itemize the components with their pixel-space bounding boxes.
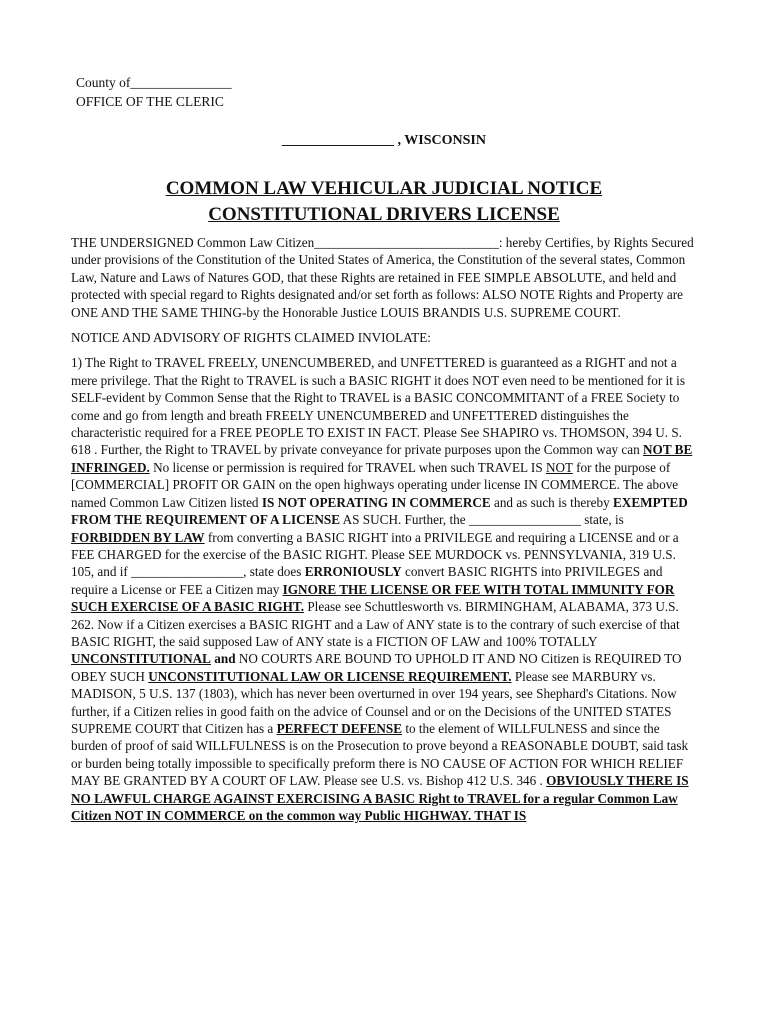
paragraph bbox=[71, 354, 697, 824]
emphasized-text: NOT bbox=[545, 459, 573, 475]
paragraph-text: for the purpose of [COMMERCIAL] PROFIT OR GAIN on the open highways operating under license IN COMMERCE. The above named Common Law Citizen listed bbox=[71, 459, 679, 510]
document-body bbox=[71, 234, 697, 832]
paragraph-text: Please see Schuttlesworth vs. BIRMINGHAM, ALABAMA, 373 U.S. 262. Now if a Citizen exercises a BASIC RIGHT and a Law of ANY state is to the contrary of such exercise of that BASIC RIGHT, the said supposed Law of ANY state is a FICTION OF LAW and 100% TOTALLY bbox=[71, 599, 680, 649]
paragraph-text: AS SUCH. Further, the _________________ state, is bbox=[340, 512, 624, 528]
office-line: OFFICE OF THE CLERIC bbox=[76, 94, 224, 109]
emphasized-text: and bbox=[214, 651, 236, 667]
title-line-1: COMMON LAW VEHICULAR JUDICIAL NOTICE bbox=[165, 178, 603, 199]
emphasized-text: UNCONSTITUTIONAL bbox=[71, 651, 211, 667]
paragraph-text: THE UNDERSIGNED Common Law Citizen____________________________: hereby Certifies, by Rights Secured under provisions of the Constitution of the United States of America, the Constitution of the several states, Common Law, Nature and Laws of Natures GOD, that these Rights are retained in FEE SIMPLE ABSOLUTE, and held and protected with special regard to Rights designated and/or set forth as follows: ALSO NOTE Rights and Property are ONE AND THE SAME THING-by the Honorable Justice LOUIS BRANDIS U.S. SUPREME COURT. bbox=[71, 235, 694, 320]
emphasized-text: OBVIOUSLY THERE IS NO LAWFUL CHARGE AGAINST EXERCISING A BASIC Right to TRAVEL for a regular Common Law Citizen NOT IN COMMERCE on the common way Public HIGHWAY. THAT IS bbox=[71, 773, 689, 823]
emphasized-text: EXEMPTED FROM THE REQUIREMENT OF A LICENSE bbox=[71, 494, 688, 528]
paragraph-text: convert BASIC RIGHTS into PRIVILEGES and require a License or FEE a Citizen may bbox=[71, 564, 663, 597]
paragraph-text: NO COURTS ARE BOUND TO UPHOLD IT AND NO Citizen is REQUIRED TO OBEY SUCH bbox=[71, 651, 682, 684]
emphasized-text: FORBIDDEN BY LAW bbox=[71, 529, 205, 545]
paragraph-text: and as such is thereby bbox=[490, 494, 614, 510]
emphasized-text: IGNORE THE LICENSE OR FEE WITH TOTAL IMMUNITY FOR SUCH EXERCISE OF A BASIC RIGHT. bbox=[71, 581, 675, 615]
paragraph-text: to the element of WILLFULNESS and since the burden of proof of said WILLFULNESS is on the Prosecution to prove beyond a REASONABLE DOUBT, said task or burden being totally impossible to specifically preform there is NO CAUSE OF ACTION FOR WHICH RELIEF MAY BE GRANTED BY A COURT OF LAW. Please see U.S. vs. Bishop 412 U.S. 346 . bbox=[71, 720, 689, 789]
emphasized-text: PERFECT DEFENSE bbox=[276, 720, 403, 736]
document-header bbox=[76, 73, 232, 111]
paragraph bbox=[71, 329, 697, 346]
emphasized-text: ERRONIOUSLY bbox=[304, 564, 402, 580]
document-title bbox=[0, 176, 768, 228]
paragraph-text: from converting a BASIC RIGHT into a PRIVILEGE and requiring a LICENSE and or a FEE CHARGED for the exercise of the BASIC RIGHT. Please SEE MURDOCK vs. PENNSYLVANIA, 319 U.S. 105, and if _________________, state does bbox=[71, 529, 679, 580]
emphasized-text: IS NOT OPERATING IN COMMERCE bbox=[261, 494, 491, 510]
paragraph-text: No license or permission is required for TRAVEL when such TRAVEL IS bbox=[149, 459, 546, 475]
county-line: County of_______________ bbox=[76, 75, 232, 90]
paragraph bbox=[71, 234, 697, 321]
paragraph-text: NOTICE AND ADVISORY OF RIGHTS CLAIMED INVIOLATE: bbox=[71, 330, 431, 346]
paragraph-text: 1) The Right to TRAVEL FREELY, UNENCUMBERED, and UNFETTERED is guaranteed as a RIGHT and not a mere privilege. That the Right to TRAVEL is such a BASIC RIGHT it does NOT even need to be mentioned for it is SELF-evident by Common Sense that the Right to TRAVEL is a BASIC CONCOMMITANT of a FREE Society to come and go from length and breath FREELY UNENCUMBERED and UNFETTERED distinguishes the characteristic required for a FREE PEOPLE TO EXIST IN FACT. Please See SHAPIRO vs. THOMSON, 394 U. S. 618 . Further, the Right to TRAVEL by private conveyance for private purposes upon the Common way can bbox=[71, 355, 685, 458]
state-line: ________________ , WISCONSIN bbox=[282, 133, 486, 148]
title-line-2: CONSTITUTIONAL DRIVERS LICENSE bbox=[208, 204, 560, 225]
emphasized-text: NOT BE INFRINGED. bbox=[71, 442, 693, 475]
emphasized-text: UNCONSTITUTIONAL LAW OR LICENSE REQUIREMENT. bbox=[148, 668, 512, 684]
paragraph-text: Please see MARBURY vs. MADISON, 5 U.S. 137 (1803), which has never been overturned in over 194 years, see Shephard's Citations. Now further, if a Citizen relies in good faith on the advice of Counsel and or on the Decisions of the UNITED STATES SUPREME COURT that Citizen has a bbox=[71, 668, 677, 736]
